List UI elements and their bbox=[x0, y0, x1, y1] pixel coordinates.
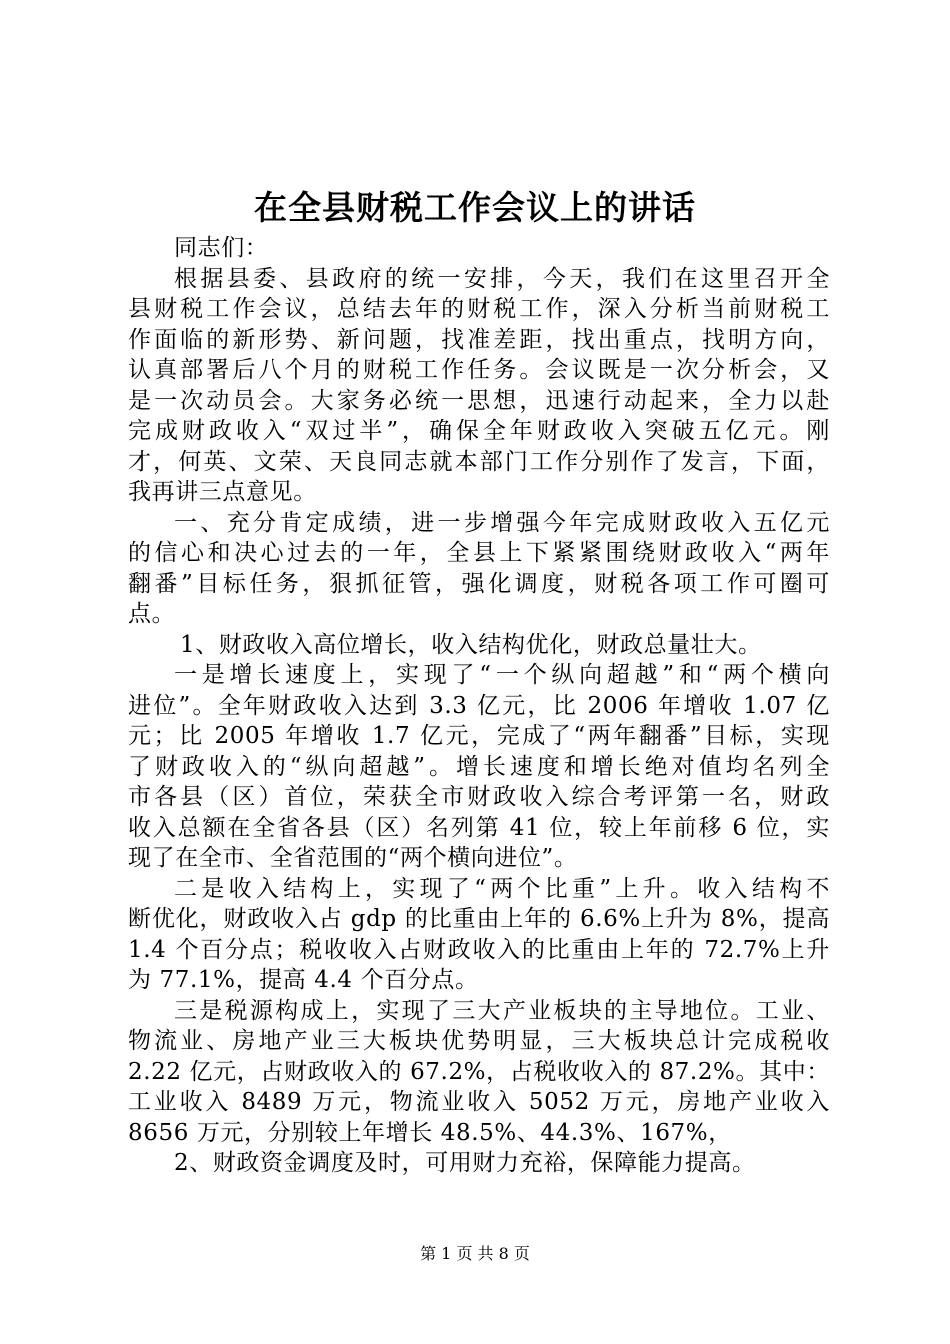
salutation-line: 同志们： bbox=[174, 235, 269, 261]
paragraph-line: 认真部署后八个月的财税工作任务。会议既是一次分析会，又 bbox=[128, 357, 830, 383]
paragraph-line: 市各县（区）首位，荣获全市财政收入综合考评第一名，财政 bbox=[128, 784, 830, 810]
paragraph-line: 的信心和决心过去的一年，全县上下紧紧围绕财政收入“两年 bbox=[128, 540, 830, 566]
subheading-line: 1、财政收入高位增长，收入结构优化，财政总量壮大。 bbox=[180, 631, 762, 658]
paragraph-line: 一是增长速度上，实现了“一个纵向超越”和“两个横向 bbox=[174, 662, 830, 688]
document-title: 在全县财税工作会议上的讲话 bbox=[254, 188, 696, 227]
paragraph-line: 为 77.1%，提高 4.4 个百分点。 bbox=[128, 967, 479, 993]
paragraph-line: 工业收入 8489 万元，物流业收入 5052 万元，房地产业收入 bbox=[128, 1089, 830, 1115]
paragraph-line: 二是收入结构上，实现了“两个比重”上升。收入结构不 bbox=[174, 875, 830, 902]
paragraph-line: 2.22 亿元，占财政收入的 67.2%，占税收收入的 87.2%。其中： bbox=[128, 1058, 830, 1085]
subheading-line: 2、财政资金调度及时，可用财力充裕，保障能力提高。 bbox=[174, 1150, 756, 1176]
paragraph-line: 是一次动员会。大家务必统一思想，迅速行动起来，全力以赴 bbox=[128, 387, 830, 414]
paragraph-line: 1.4 个百分点；税收收入占财政收入的比重由上年的 72.7%上升 bbox=[128, 936, 830, 963]
paragraph-line: 才，何英、文荣、天良同志就本部门工作分别作了发言，下面， bbox=[128, 448, 830, 475]
paragraph-line: 完成财政收入“双过半”，确保全年财政收入突破五亿元。刚 bbox=[128, 418, 830, 444]
paragraph-line: 翻番”目标任务，狠抓征管，强化调度，财税各项工作可圈可 bbox=[128, 570, 830, 597]
paragraph-line: 点。 bbox=[128, 601, 176, 627]
paragraph-line: 物流业、房地产业三大板块优势明显，三大板块总计完成税收 bbox=[128, 1028, 830, 1054]
section-heading-line: 一、充分肯定成绩，进一步增强今年完成财政收入五亿元 bbox=[174, 509, 830, 536]
paragraph-line: 根据县委、县政府的统一安排，今天，我们在这里召开全 bbox=[174, 265, 830, 292]
page-number-footer: 第 1 页 共 8 页 bbox=[420, 1244, 530, 1263]
document-body bbox=[128, 233, 830, 1179]
paragraph-line: 县财税工作会议，总结去年的财税工作，深入分析当前财税工 bbox=[128, 296, 830, 322]
paragraph-line: 我再讲三点意见。 bbox=[128, 479, 317, 505]
paragraph-line: 8656 万元，分别较上年增长 48.5%、44.3%、167%， bbox=[128, 1119, 732, 1146]
paragraph-line: 元；比 2005 年增收 1.7 亿元，完成了“两年翻番”目标，实现 bbox=[128, 723, 830, 749]
paragraph-line: 作面临的新形势、新问题，找准差距，找出重点，找明方向， bbox=[128, 326, 830, 353]
paragraph-line: 了财政收入的“纵向超越”。增长速度和增长绝对值均名列全 bbox=[128, 753, 830, 780]
paragraph-line: 进位”。全年财政收入达到 3.3 亿元，比 2006 年增收 1.07 亿 bbox=[128, 692, 830, 719]
paragraph-line: 现了在全市、全省范围的“两个横向进位”。 bbox=[128, 845, 578, 871]
paragraph-line: 收入总额在全省各县（区）名列第 41 位，较上年前移 6 位，实 bbox=[128, 814, 830, 841]
paragraph-line: 断优化，财政收入占 gdp 的比重由上年的 6.6%上升为 8%，提高 bbox=[128, 906, 830, 932]
paragraph-line: 三是税源构成上，实现了三大产业板块的主导地位。工业、 bbox=[174, 997, 830, 1024]
